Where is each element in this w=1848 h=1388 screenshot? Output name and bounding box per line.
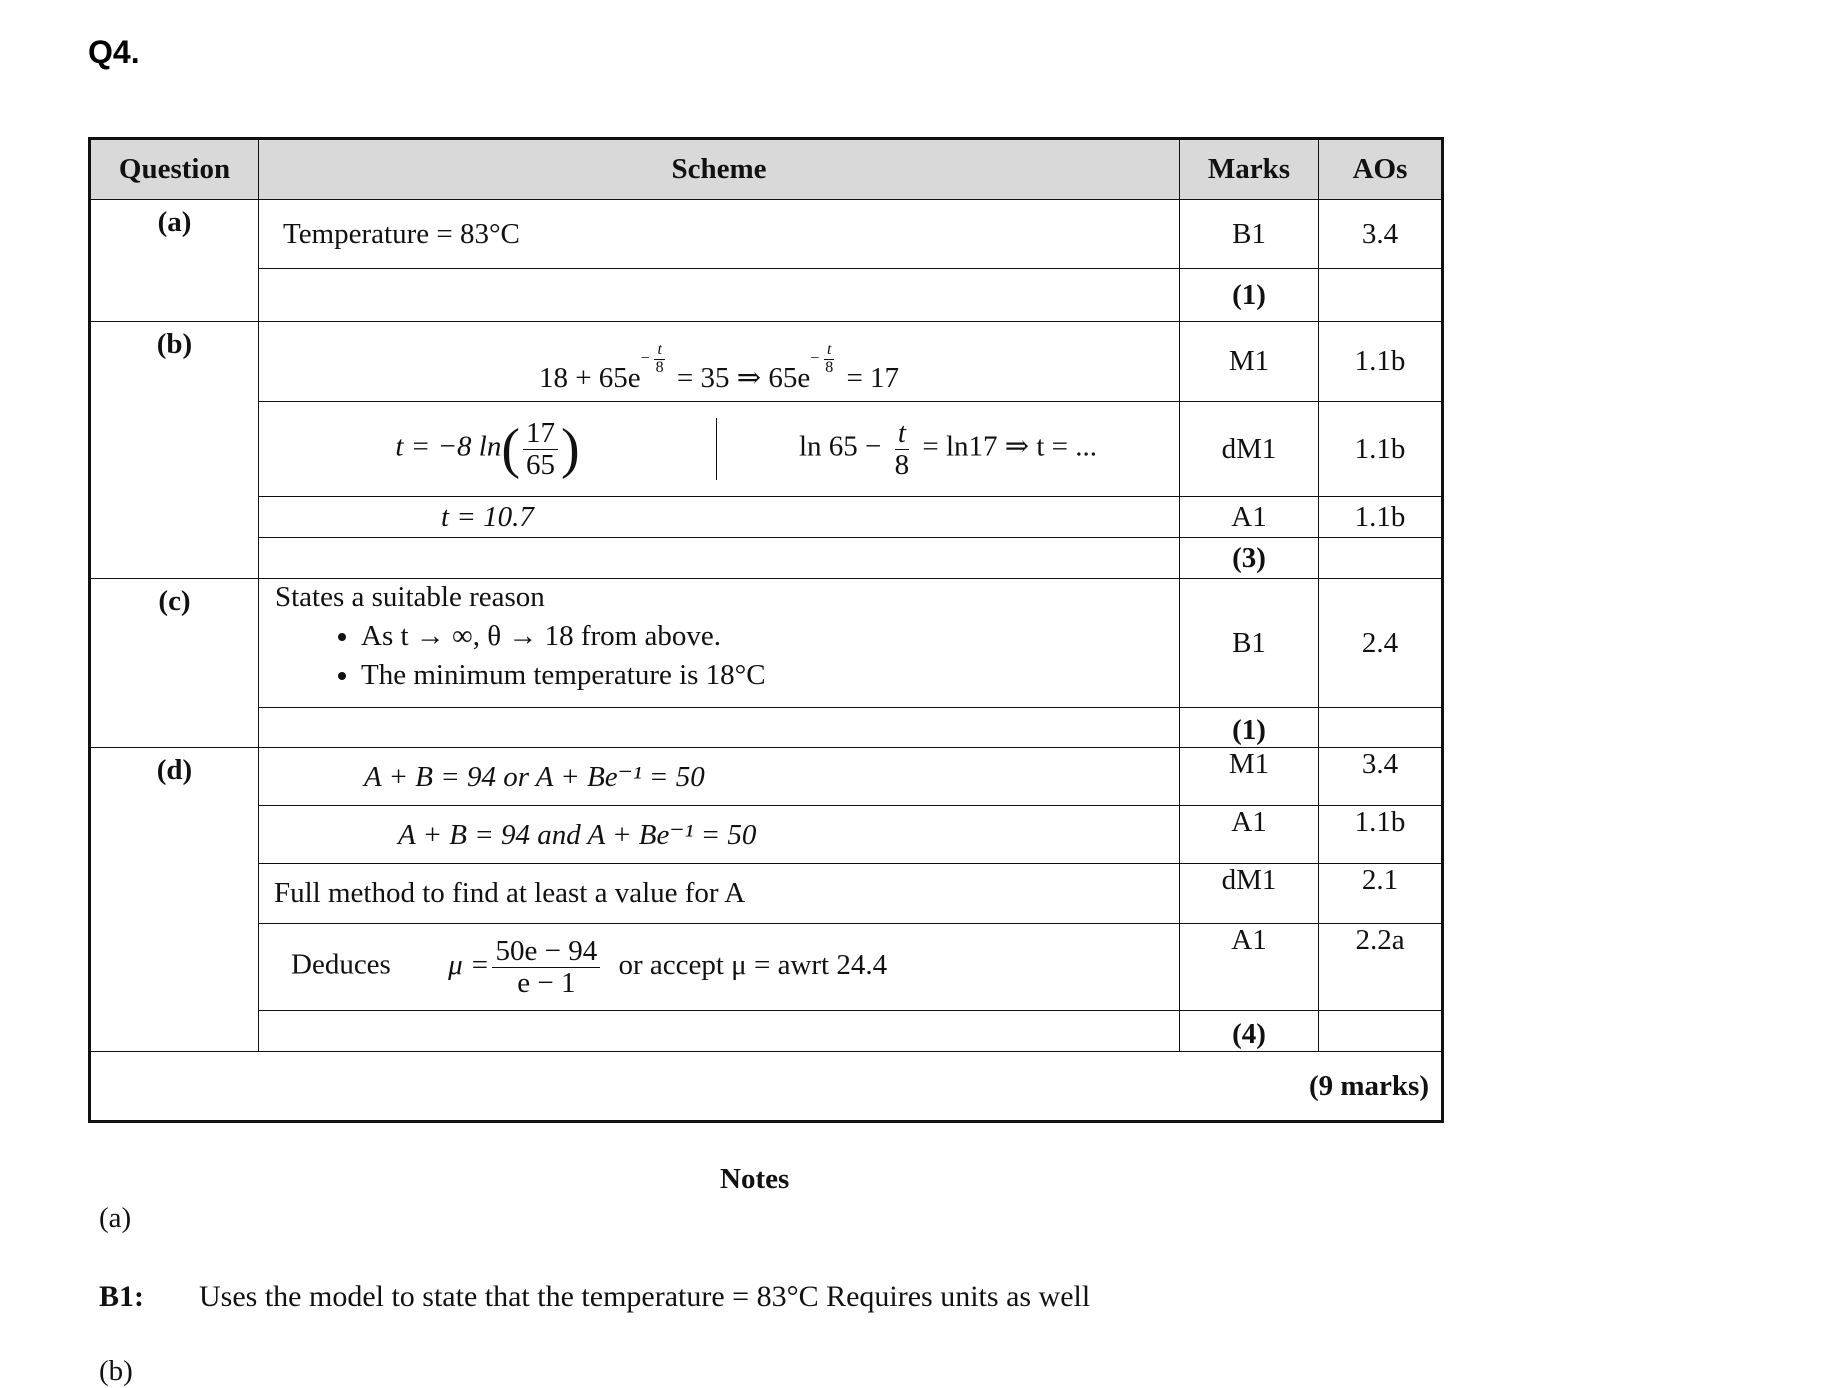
total-row — [90, 1052, 1443, 1122]
paren-open: ( — [501, 418, 520, 480]
part-b-row-1 — [90, 322, 1443, 402]
part-c-ao: 2.4 — [1319, 579, 1443, 708]
part-c-mark: B1 — [1180, 579, 1319, 708]
part-b-row-2 — [90, 402, 1443, 497]
exp2-den: 8 — [825, 358, 834, 376]
part-a-ao: 3.4 — [1319, 200, 1443, 269]
deduces-label: Deduces — [291, 948, 391, 981]
part-b-mark-3: A1 — [1180, 497, 1319, 538]
notes-part-b: (b) — [99, 1355, 133, 1387]
part-b-method-cell — [259, 402, 1180, 497]
notes-b1-text: Uses the model to state that the temperature = 83°C Requires units as well — [199, 1280, 1091, 1313]
notes-part-a: (a) — [99, 1202, 132, 1234]
part-d-mark-2: A1 — [1180, 806, 1319, 864]
exp1-minus: − — [640, 349, 650, 367]
part-c-heading: States a suitable reason — [275, 581, 545, 613]
part-b-ao-3: 1.1b — [1319, 497, 1443, 538]
mu-accept: or accept μ = awrt 24.4 — [618, 948, 888, 981]
exp1-num: t — [654, 342, 664, 360]
part-d-row-3 — [90, 864, 1443, 924]
part-b-mark-1: M1 — [1180, 322, 1319, 402]
method-left-prefix: t = −8 ln — [395, 430, 502, 463]
header-scheme: Scheme — [259, 139, 1180, 200]
part-c-subtotal-row — [90, 708, 1443, 748]
part-b-row-3 — [90, 497, 1443, 538]
part-b-answer-cell — [259, 497, 1180, 538]
part-b-ao-2: 1.1b — [1319, 402, 1443, 497]
eq1-rhs: = 17 — [839, 361, 900, 394]
part-a-label: (a) — [90, 200, 259, 322]
part-d-mark-1: M1 — [1180, 748, 1319, 806]
part-c-bullets — [275, 620, 1179, 692]
method-right — [717, 418, 1180, 480]
part-d-scheme-2: A + B = 94 and A + Be⁻¹ = 50 — [259, 806, 1180, 864]
mark-scheme-table — [88, 137, 1444, 1123]
exp2-num: t — [824, 342, 834, 360]
part-a-subtotal: (1) — [1180, 269, 1319, 322]
notes-b1-code: B1: — [99, 1280, 144, 1313]
part-d-scheme-4 — [259, 924, 1180, 1011]
question-number: Q4. — [88, 34, 140, 70]
notes-title: Notes — [720, 1163, 790, 1195]
part-c-label: (c) — [90, 579, 259, 748]
part-b-answer: t = 10.7 — [441, 500, 534, 533]
mu-label: μ = — [448, 948, 490, 981]
part-c-bullet: • The minimum temperature is 18°C — [361, 659, 1179, 692]
part-c-row — [90, 579, 1443, 708]
paren-close: ) — [561, 418, 580, 480]
part-d-mark-4: A1 — [1180, 924, 1319, 1011]
part-d-subtotal: (4) — [1180, 1011, 1319, 1052]
header-marks: Marks — [1180, 139, 1319, 200]
part-d-scheme-1: A + B = 94 or A + Be⁻¹ = 50 — [259, 748, 1180, 806]
part-d-subtotal-row — [90, 1011, 1443, 1052]
method-right-suffix: = ln17 ⇒ t = ... — [915, 430, 1098, 463]
header-question: Question — [90, 139, 259, 200]
method-left-den: 65 — [526, 448, 555, 481]
part-a-mark: B1 — [1180, 200, 1319, 269]
part-b-mark-2: dM1 — [1180, 402, 1319, 497]
part-d-ao-1: 3.4 — [1319, 748, 1443, 806]
exp2-minus: − — [810, 349, 820, 367]
method-right-prefix: ln 65 − — [798, 430, 889, 463]
exp1-den: 8 — [655, 358, 664, 376]
mu-num: 50e − 94 — [492, 936, 600, 967]
part-d-label: (d) — [90, 748, 259, 1052]
part-c-subtotal: (1) — [1180, 708, 1319, 748]
part-d-ao-4: 2.2a — [1319, 924, 1443, 1011]
method-right-num: t — [895, 418, 909, 449]
eq1-lhs: 18 + 65e — [538, 361, 641, 394]
method-left — [259, 418, 717, 480]
part-c-bullet: • As t → ∞, θ → 18 from above. — [361, 620, 1179, 653]
part-b-subtotal-row — [90, 538, 1443, 579]
part-b-equation — [259, 322, 1180, 402]
part-d-row-2 — [90, 806, 1443, 864]
part-b-label: (b) — [90, 322, 259, 579]
part-a-subtotal-row — [90, 269, 1443, 322]
mu-den: e − 1 — [517, 966, 576, 999]
part-d-ao-2: 1.1b — [1319, 806, 1443, 864]
total-marks: (9 marks) — [90, 1052, 1443, 1122]
part-d-scheme-3: Full method to find at least a value for A — [259, 864, 1180, 924]
method-right-den: 8 — [894, 448, 910, 481]
header-row — [90, 139, 1443, 200]
part-d-mark-3: dM1 — [1180, 864, 1319, 924]
part-d-row-4 — [90, 924, 1443, 1011]
part-b-subtotal: (3) — [1180, 538, 1319, 579]
part-a-row — [90, 200, 1443, 269]
method-left-num: 17 — [523, 418, 558, 449]
part-b-ao-1: 1.1b — [1319, 322, 1443, 402]
part-d-row-1 — [90, 748, 1443, 806]
part-c-scheme — [259, 579, 1180, 708]
part-d-ao-3: 2.1 — [1319, 864, 1443, 924]
header-aos: AOs — [1319, 139, 1443, 200]
part-a-scheme: Temperature = 83°C — [259, 200, 1180, 269]
eq1-mid: = 35 ⇒ 65e — [669, 361, 811, 394]
notes-b1-row — [99, 1280, 1090, 1314]
